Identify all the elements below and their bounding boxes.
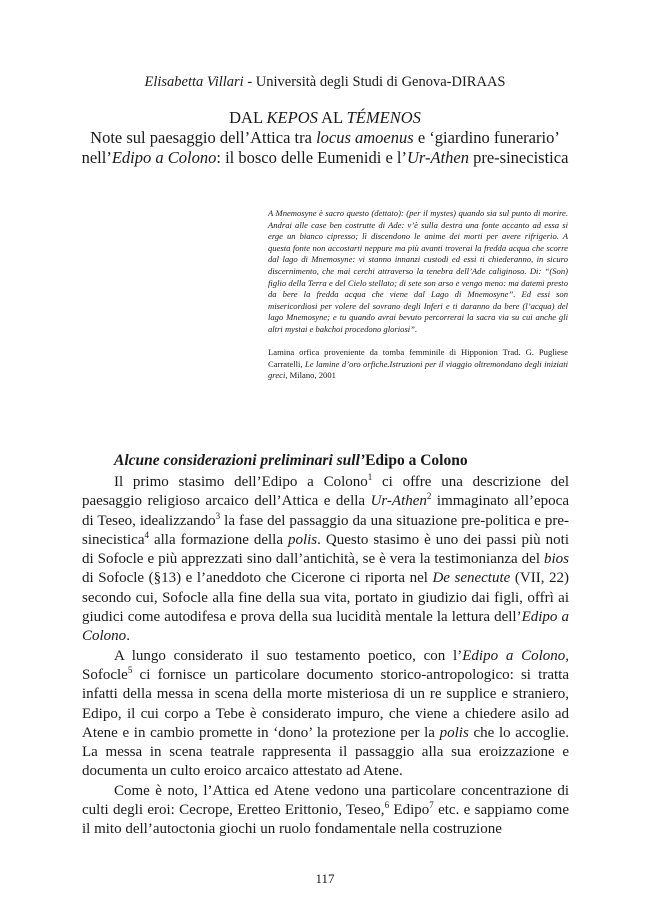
article-title	[0, 108, 650, 168]
running-header	[0, 74, 650, 91]
footnote-ref[interactable]: 4	[144, 529, 149, 540]
epigraph-source: Lamina orfica proveniente da tomba femminile di Hipponion Trad. G. Pugliese Carratelli, Le lamine d’oro orfiche.Istruzioni per il viaggio oltremondano degli iniziati greci, Milano, 2001	[268, 347, 568, 381]
title-line-1: DAL KEPOS AL TÉMENOS	[229, 108, 421, 127]
section-heading: Alcune considerazioni preliminari sull’Edipo a Colono	[114, 452, 468, 469]
footnote-ref[interactable]: 6	[384, 800, 390, 811]
title-line-3: nell’Edipo a Colono: il bosco delle Eumenidi e l’Ur-Athen pre-sinecistica	[81, 148, 569, 167]
footnote-ref[interactable]: 1	[367, 472, 373, 482]
footnote-ref[interactable]: 3	[215, 510, 221, 521]
page-number: 117	[315, 871, 335, 886]
body-text	[82, 473, 569, 840]
epigraph	[268, 208, 568, 336]
footnote-ref[interactable]: 2	[426, 491, 432, 502]
author-name: Elisabetta Villari	[144, 74, 244, 90]
paragraph-3: Come è noto, l’Attica ed Atene vedono una particolare concentrazione di culti degli eroi: Cecrope, Eretteo Erittonio, Teseo,$^6$ Edipo$^7$ etc. e sappiamo come il mito dell’autoctonia giochi un ruolo fondamentale nella costruzione	[82, 782, 569, 838]
footnote-ref[interactable]: 5	[127, 664, 133, 675]
author-affiliation: - Università degli Studi di Genova-DIRAAS	[243, 74, 506, 90]
paragraph-1: Il primo stasimo dell’Edipo a Colono$^1$ ci offre una descrizione del paesaggio religioso arcaico dell’Attica e della Ur-Athen$^2$ immaginato all’epoca di Teseo, idealizzando$^3$ la fase del passaggio da una situazione pre-politica e pre-sinecistica$^4$ alla formazione della polis. Questo stasimo è uno dei passi più noti di Sofocle e più apprezzati sino dall’antichità, se è vera la testimonianza del bios di Sofocle (§13) e l’aneddoto che Cicerone ci riporta nel De senectute (VII, 22) secondo cui, Sofocle alla fine della sua vita, portato in giudizio dai figli, offrì ai giudici come autodifesa e prova della sua lucidità mentale la lettura dell’Edipo a Colono.	[82, 472, 569, 645]
paragraph-2: A lungo considerato il suo testamento poetico, con l’Edipo a Colono, Sofocle$^5$ ci fornisce un particolare documento storico-antropologico: si tratta infatti della messa in scena della morte misteriosa di un re supplice e straniero, Edipo, il cui corpo a Tebe è considerato impuro, che viene a chiedere asilo ad Atene e in cambio promette in ‘dono’ la protezione per la polis che lo accoglie. La messa in scena teatrale rappresenta il passaggio alla sua eroizzazione e documenta un culto eroico arcaico attestato ad Atene.	[82, 647, 569, 780]
title-line-2: Note sul paesaggio dell’Attica tra locus amoenus e ‘giardino funerario’	[90, 128, 560, 147]
footnote-ref[interactable]: 7	[429, 800, 434, 811]
epigraph-text: A Mnemosyne è sacro questo (dettato): (per il mystes) quando sia sul punto di morire. Andrai alle case ben costrutte di Ade: v’è sulla destra una fonte accanto ad essa si erge un bianco cipresso; lì discendono le anime dei morti per avere rifrigerio. A questa fonte non accostarti neppure ma più avanti troverai la fredda acqua che scorre dal lago di Mnemosyne: vi stanno innanzi custodi ed essi ti chiederanno, in sicuro discernimento, che mai cerchi attraverso la tenebra dell’Ade caliginoso. Di: “(Son) figlio della Terra e del Cielo stellato; di sete son arso e vengo meno: ma datemi presto da bere la fredda acqua che viene dal Lago di Mnemosyne”. Ed essi son misericordiosi per volere del sovrano degli Inferi e ti daranno da bere (l’acqua) del lago Mnemosyne; e tu quando avrai bevuto percorrerai la sacra via su cui anche gli altri mystai e bakchoi procedono gloriosi”.	[268, 208, 568, 334]
